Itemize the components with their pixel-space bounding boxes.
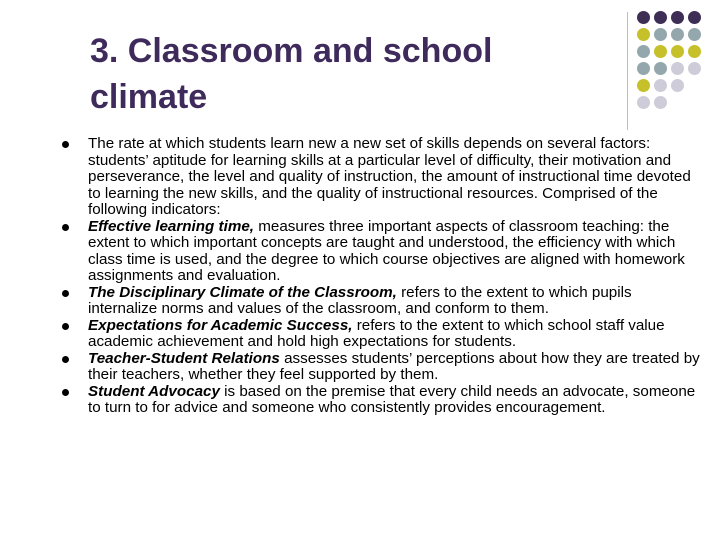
bullet-term: Expectations for Academic Success, — [88, 316, 353, 334]
decorative-dot — [637, 45, 650, 58]
bullet-text: measures three important aspects of classroom teaching: the extent to which important concepts are taught and understood, the efficiency with which class time is used, and the degree to which course objectives are aligned with homework assignments and evaluation. — [88, 217, 685, 284]
bullet-text: assesses students’ perceptions about how they are treated by their teachers, whether they feel supported by them. — [88, 349, 700, 383]
decorative-divider — [627, 12, 628, 130]
bullet-dot-icon — [62, 389, 69, 396]
bullet-item — [62, 219, 702, 285]
bullet-item — [62, 136, 702, 219]
bullet-dot-icon — [62, 356, 69, 363]
bullet-item — [62, 351, 702, 384]
bullet-text: The rate at which students learn new a new set of skills depends on several factors: students’ aptitude for learning skills at a particular level of difficulty, their motivation and perseverance, the level and quality of instruction, the amount of instructional time devoted to learning the new skills, and the quality of instructional resources. Comprised of the following indicators: — [88, 135, 691, 218]
bullet-term: Effective learning time, — [88, 217, 254, 235]
decorative-dot — [671, 11, 684, 24]
decorative-dot — [637, 79, 650, 92]
decorative-dot — [688, 45, 701, 58]
bullet-item — [62, 384, 702, 417]
bullet-term: The Disciplinary Climate of the Classroom, — [88, 283, 397, 301]
decorative-dot — [654, 62, 667, 75]
decorative-dot-grid — [637, 11, 720, 111]
decorative-dot — [654, 79, 667, 92]
title-line-1: 3. Classroom and school — [90, 32, 493, 70]
bullet-term: Student Advocacy — [88, 382, 220, 400]
decorative-dot — [671, 28, 684, 41]
bullet-item — [62, 318, 702, 351]
decorative-dot — [637, 28, 650, 41]
decorative-dot — [654, 45, 667, 58]
bullet-text: is based on the premise that every child needs an advocate, someone to turn to for advice and someone who consistently provides encouragement. — [88, 382, 696, 416]
decorative-dot — [637, 11, 650, 24]
decorative-dot — [688, 11, 701, 24]
bullet-text: refers to the extent to which school staff value academic achievement and hold high expectations for students. — [88, 316, 665, 350]
decorative-dot — [671, 79, 684, 92]
decorative-dot — [688, 62, 701, 75]
bullet-dot-icon — [62, 224, 69, 231]
title-line-2: climate — [90, 78, 208, 116]
decorative-dot — [654, 28, 667, 41]
decorative-dot — [671, 62, 684, 75]
decorative-dot — [654, 96, 667, 109]
decorative-dot — [654, 11, 667, 24]
decorative-dot — [637, 96, 650, 109]
decorative-dot — [688, 28, 701, 41]
bullet-term: Teacher-Student Relations — [88, 349, 280, 367]
bullet-list — [62, 136, 702, 417]
decorative-dot — [637, 62, 650, 75]
bullet-text: refers to the extent to which pupils internalize norms and values of the classroom, and conform to them. — [88, 283, 632, 317]
bullet-item — [62, 285, 702, 318]
bullet-dot-icon — [62, 290, 69, 297]
slide-title — [90, 28, 590, 120]
bullet-dot-icon — [62, 323, 69, 330]
bullet-dot-icon — [62, 141, 69, 148]
decorative-dot — [671, 45, 684, 58]
